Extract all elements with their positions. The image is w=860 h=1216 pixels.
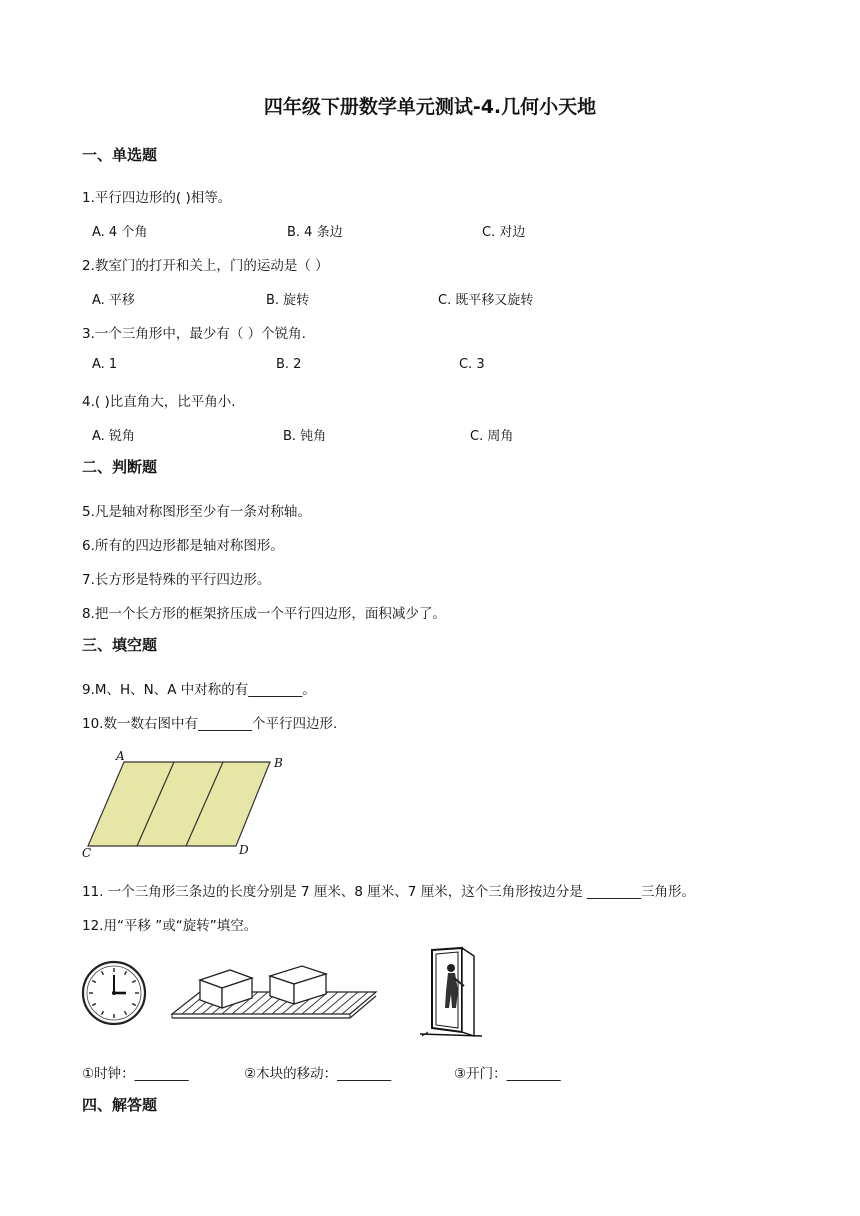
question-8: 8.把一个长方形的框架挤压成一个平行四边形，面积减少了。	[82, 606, 446, 622]
clock-icon	[80, 958, 148, 1028]
label-c: C	[82, 846, 92, 860]
question-6: 6.所有的四边形都是轴对称图形。	[82, 538, 284, 554]
q12-blank-clock: ①时钟：________	[82, 1066, 189, 1082]
question-1: 1.平行四边形的( )相等。	[82, 190, 232, 206]
section-heading-solve: 四、解答题	[82, 1096, 158, 1114]
label-d: D	[239, 843, 249, 857]
question-9: 9.M、H、N、A 中对称的有________。	[82, 682, 316, 698]
label-a: A	[116, 749, 125, 763]
parallelogram-figure	[80, 748, 290, 860]
q2-option-c: C. 既平移又旋转	[438, 293, 534, 308]
question-7: 7.长方形是特殊的平行四边形。	[82, 572, 271, 588]
q4-option-b: B. 钝角	[283, 429, 327, 444]
q4-option-a: A. 锐角	[92, 429, 135, 444]
q3-option-c: C. 3	[459, 357, 485, 372]
q1-option-a: A. 4 个角	[92, 225, 148, 240]
page-title: 四年级下册数学单元测试-4.几何小天地	[263, 96, 597, 118]
q1-option-c: C. 对边	[482, 225, 526, 240]
question-4: 4.( )比直角大，比平角小.	[82, 394, 236, 410]
label-b: B	[274, 756, 283, 770]
question-3: 3.一个三角形中，最少有（ ）个锐角.	[82, 326, 306, 342]
q3-option-b: B. 2	[276, 357, 302, 372]
q2-option-b: B. 旋转	[266, 293, 310, 308]
question-11: 11. 一个三角形三条边的长度分别是 7 厘米、8 厘米、7 厘米，这个三角形按边分是 ________三角形。	[82, 884, 695, 900]
question-10: 10.数一数右图中有________个平行四边形.	[82, 716, 338, 732]
door-illustration	[418, 946, 484, 1038]
q12-blank-blocks: ②木块的移动：________	[244, 1066, 392, 1082]
q2-option-a: A. 平移	[92, 293, 135, 308]
q3-option-a: A. 1	[92, 357, 118, 372]
section-heading-true-false: 二、判断题	[82, 458, 158, 476]
q12-blank-door: ③开门：________	[454, 1066, 561, 1082]
wooden-blocks-illustration	[170, 966, 376, 1022]
question-12: 12.用“平移 ”或“旋转”填空。	[82, 918, 258, 934]
section-heading-fill-blank: 三、填空题	[82, 636, 158, 654]
question-5: 5.凡是轴对称图形至少有一条对称轴。	[82, 504, 311, 520]
section-heading-single-choice: 一、单选题	[82, 146, 158, 164]
q1-option-b: B. 4 条边	[287, 225, 343, 240]
q4-option-c: C. 周角	[470, 429, 514, 444]
question-2: 2.教室门的打开和关上，门的运动是（ ）	[82, 258, 329, 274]
